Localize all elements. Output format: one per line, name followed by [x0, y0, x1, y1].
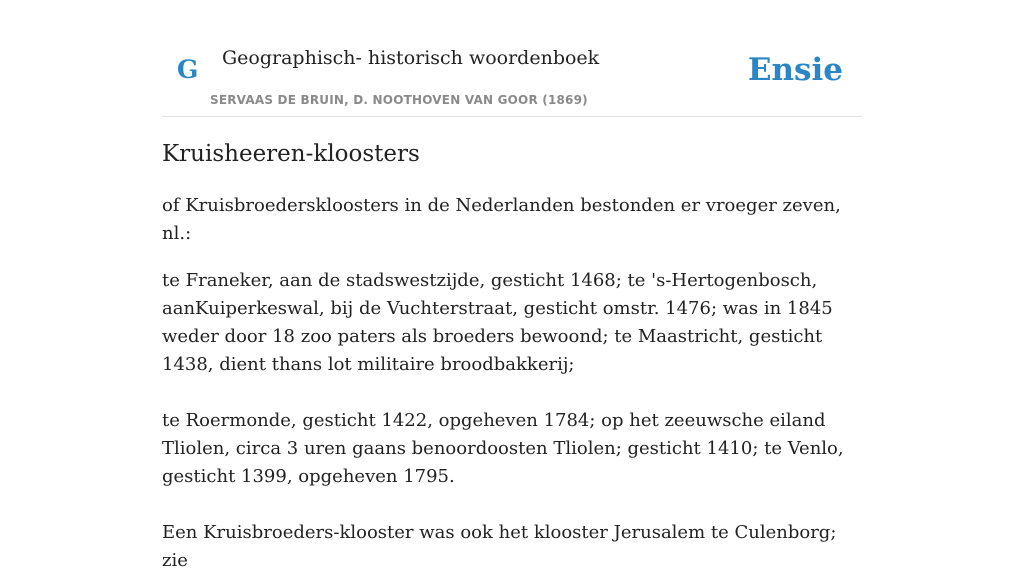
- dictionary-logo[interactable]: G: [177, 55, 199, 84]
- dictionary-title-link[interactable]: Geographisch- historisch woordenboek: [222, 47, 600, 69]
- entry-paragraph: te Roermonde, gesticht 1422, opgeheven 1784; op het zeeuwsche eiland Tliolen, circa 3 uren gaans benoordoosten Tliolen; gesticht 1410; te Venlo, gesticht 1399, opgeheven 1795.: [162, 410, 844, 487]
- page-header: [162, 0, 862, 117]
- dictionary-authors: SERVAAS DE BRUIN, D. NOOTHOVEN VAN GOOR (1869): [210, 93, 588, 107]
- ensie-logo[interactable]: Ensie: [747, 52, 843, 88]
- entry-lead: of Kruisbroederskloosters in de Nederlanden bestonden er vroeger zeven, nl.:: [162, 195, 841, 244]
- entry-article: [162, 137, 862, 575]
- entry-title: Kruisheeren-kloosters: [162, 141, 420, 167]
- entry-paragraph: te Franeker, aan de stadswestzijde, gesticht 1468; te 's-Hertogenbosch, aanKuiperkeswal, bij de Vuchterstraat, gesticht omstr. 1476; was in 1845 weder door 18 zoo paters als broeders bewoond; te Maastricht, gesticht 1438, dient thans lot militaire broodbakkerij;: [162, 270, 833, 375]
- entry-paragraph: Een Kruisbroeders-klooster was ook het klooster Jerusalem te Culenborg; zie: [162, 522, 837, 571]
